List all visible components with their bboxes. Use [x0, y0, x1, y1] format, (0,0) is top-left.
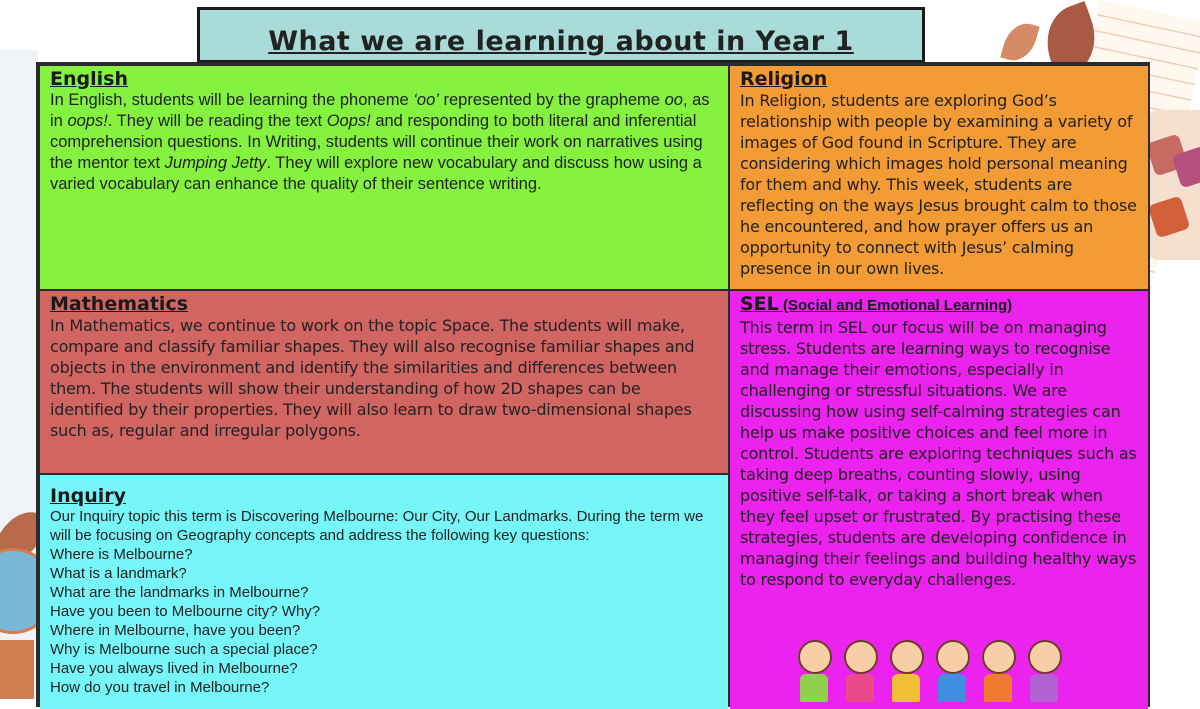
- child-body: [892, 674, 920, 702]
- sel-heading: [740, 293, 1138, 317]
- inquiry-intro: Our Inquiry topic this term is Discovering Melbourne: Our City, Our Landmarks. During the term we will be focusing on Geography concepts and address the following key questions:: [50, 508, 704, 544]
- child-head: [844, 640, 878, 674]
- child-body: [938, 674, 966, 702]
- inquiry-question: Why is Melbourne such a special place?: [50, 641, 318, 658]
- sel-heading-title: SEL: [740, 293, 779, 315]
- child-head: [890, 640, 924, 674]
- inquiry-question: What are the landmarks in Melbourne?: [50, 584, 309, 601]
- english-heading: English: [50, 68, 128, 90]
- child-figure: [979, 640, 1019, 702]
- inquiry-question: Have you been to Melbourne city? Why?: [50, 603, 321, 620]
- mathematics-heading: Mathematics: [50, 293, 189, 315]
- inquiry-question: Where is Melbourne?: [50, 546, 193, 563]
- inquiry-question: Have you always lived in Melbourne?: [50, 660, 298, 677]
- religion-heading: Religion: [740, 68, 828, 90]
- learning-grid: [36, 62, 1150, 707]
- english-section: [40, 66, 728, 289]
- child-body: [800, 674, 828, 702]
- mathematics-section: [40, 291, 728, 473]
- children-holding-hands-illustration: [795, 640, 1085, 699]
- sel-text: This term in SEL our focus will be on managing stress. Students are learning ways to recognise and manage their emotions, especially in challenging or stressful situations. We are discussing how using self-calming strategies can help us make positive choices and feel more in control. Students are exploring techniques such as taking deep breaths, counting slowly, using positive self-talk, or taking a short break when they feel upset or frustrated. By practising these strategies, students are developing confidence in managing their feelings and building healthy ways to respond to everyday challenges.: [740, 318, 1137, 589]
- child-head: [982, 640, 1016, 674]
- inquiry-heading: Inquiry: [50, 485, 126, 507]
- globe-stand-decoration: [0, 640, 34, 699]
- child-figure: [887, 640, 927, 702]
- inquiry-question: How do you travel in Melbourne?: [50, 679, 270, 696]
- child-figure: [1025, 640, 1065, 702]
- child-figure: [933, 640, 973, 702]
- child-body: [846, 674, 874, 702]
- child-head: [936, 640, 970, 674]
- inquiry-question: Where in Melbourne, have you been?: [50, 622, 301, 639]
- english-text: In English, students will be learning the phoneme ‘oo’ represented by the grapheme oo, as in oops!. They will be reading the text Oops! and responding to both literal and inferential comprehension questions. In Writing, students will continue their work on narratives using the mentor text Jumping Jetty. They will explore new vocabulary and discuss how using a varied vocabulary can enhance the quality of their sentence writing.: [50, 91, 710, 193]
- child-figure: [841, 640, 881, 702]
- sel-heading-subtitle: (Social and Emotional Learning): [778, 297, 1013, 314]
- child-body: [1030, 674, 1058, 702]
- child-head: [1028, 640, 1062, 674]
- mathematics-text: In Mathematics, we continue to work on the topic Space. The students will make, compare and classify familiar shapes. They will also recognise familiar shapes and objects in the environment and identify the similarities and differences between them. The students will show their understanding of how 2D shapes can be identified by their properties. They will also learn to draw two-dimensional shapes such as, regular and irregular polygons.: [50, 316, 695, 440]
- religion-text: In Religion, students are exploring God’s relationship with people by examining a variety of images of God found in Scripture. They are considering which images hold personal meaning for them and why. This week, students are reflecting on the ways Jesus brought calm to those he encountered, and how prayer offers us an opportunity to connect with Jesus’ calming presence in our own lives.: [740, 91, 1137, 278]
- religion-section: [730, 66, 1148, 289]
- inquiry-question: What is a landmark?: [50, 565, 187, 582]
- inquiry-section: [40, 475, 728, 709]
- page-title-banner: [197, 7, 925, 63]
- child-body: [984, 674, 1012, 702]
- child-head: [798, 640, 832, 674]
- child-figure: [795, 640, 835, 702]
- page-title: What we are learning about in Year 1: [268, 26, 854, 57]
- autumn-leaf-decoration: [1000, 19, 1039, 65]
- inquiry-questions: [50, 545, 718, 697]
